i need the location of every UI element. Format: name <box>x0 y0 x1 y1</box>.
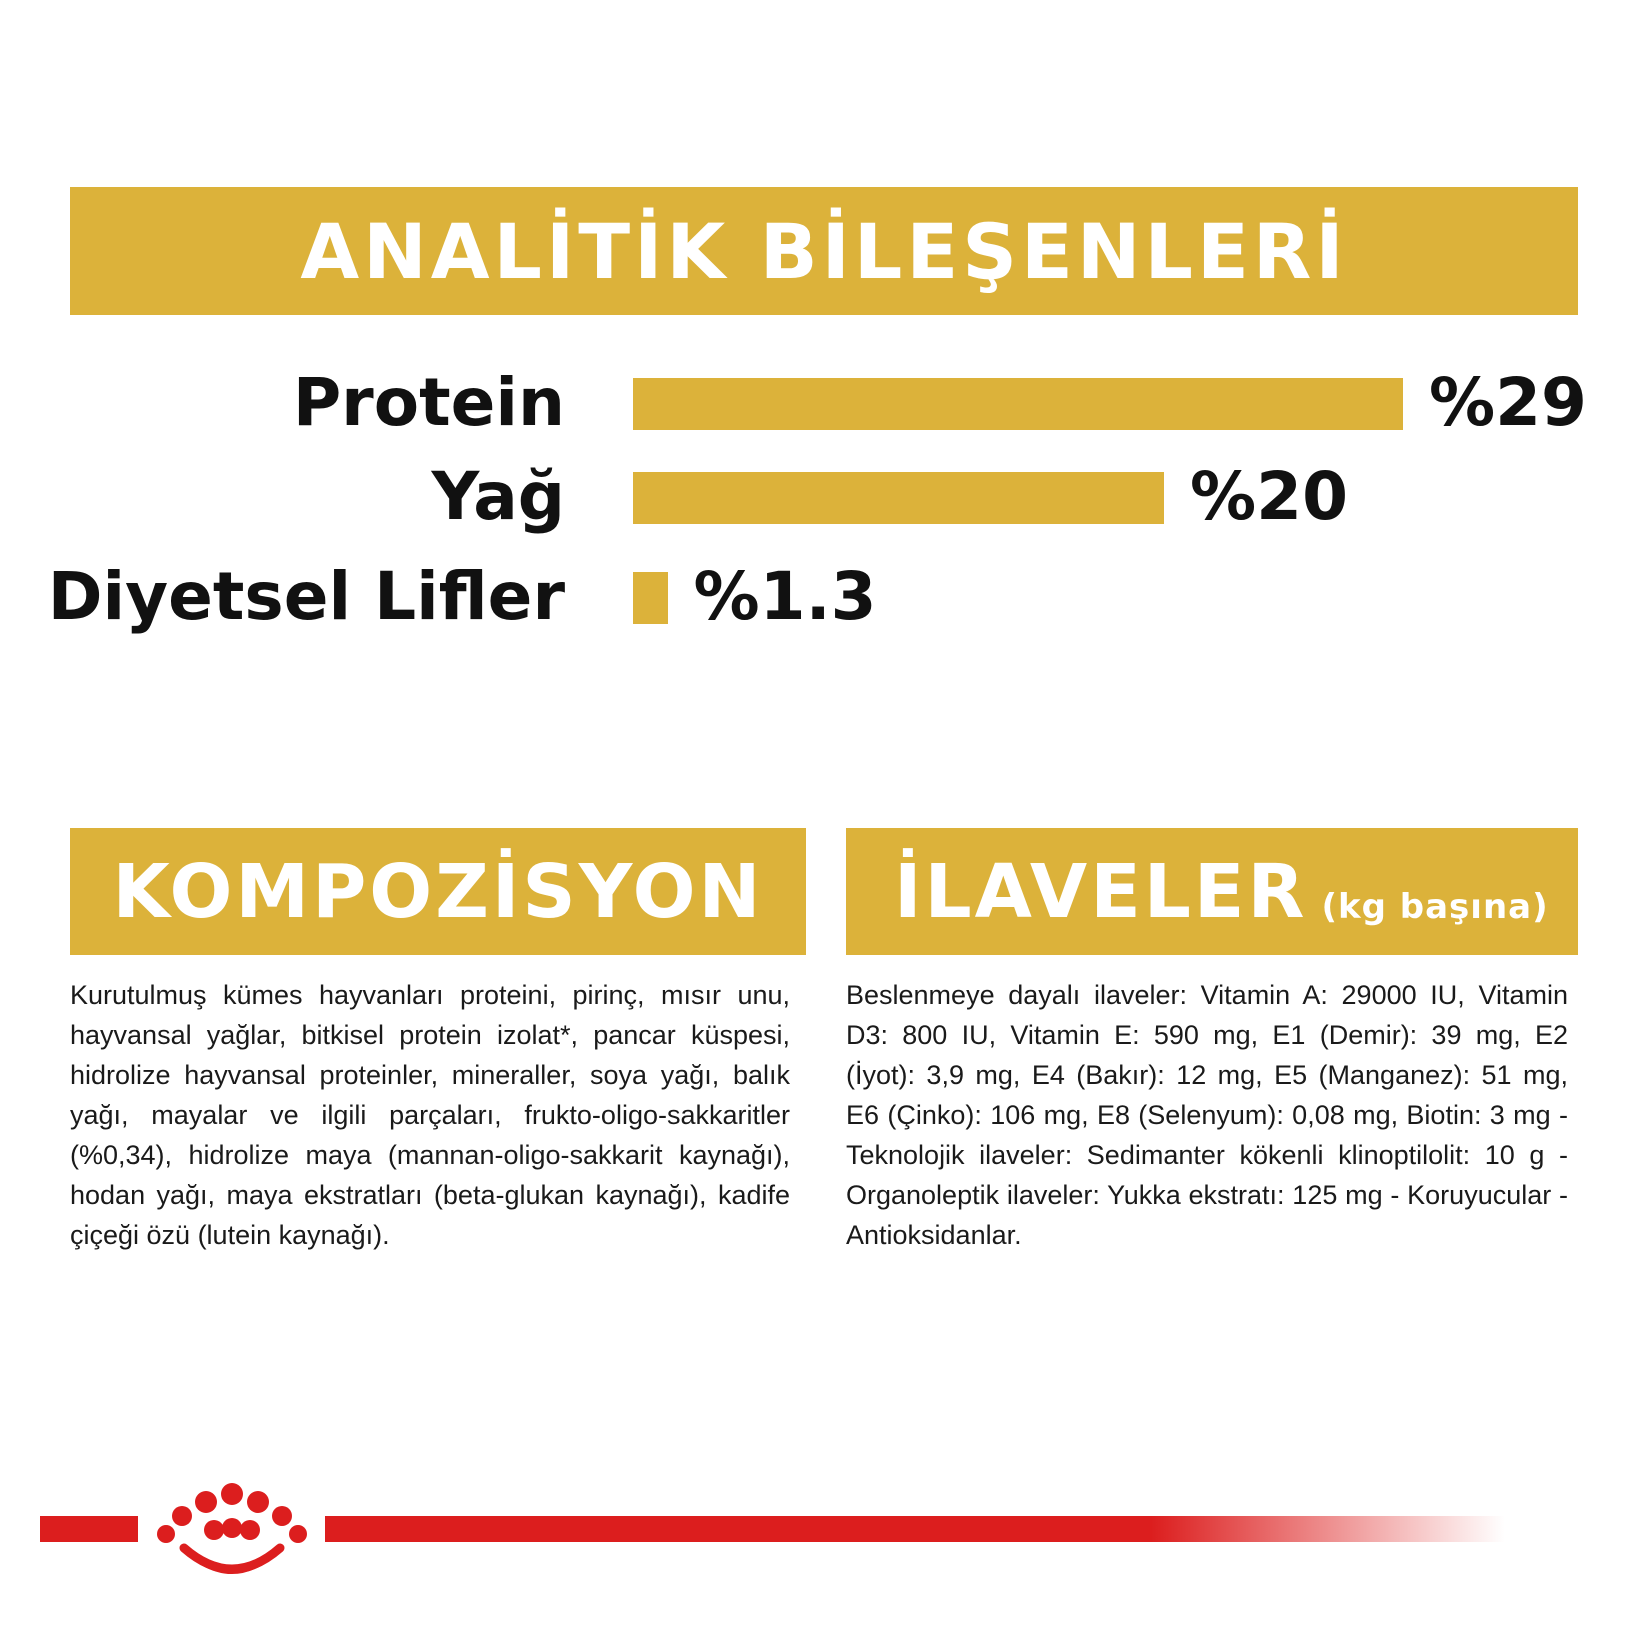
nutrient-bar <box>633 472 1164 524</box>
ilaveler-title: İLAVELER <box>894 848 1308 935</box>
nutrient-value: %29 <box>1429 364 1587 441</box>
nutrient-bar <box>633 378 1403 430</box>
nutrient-row-yag <box>0 452 1650 542</box>
ilaveler-text: Beslenmeye dayalı ilaveler: Vitamin A: 29000 IU, Vitamin D3: 800 IU, Vitamin E: 590 mg, E1 (Demir): 39 mg, E2 (İyot): 3,9 mg, E4 (Bakır): 12 mg, E5 (Manganez): 51 mg, E6 (Çinko): 106 mg, E8 (Selenyum): 0,08 mg, Biotin: 3 mg - Teknolojik ilaveler: Sedimanter kökenli klinoptilolit: 10 g - Organoleptik ilaveler: Yukka ekstratı: 125 mg - Koruyucular - Antioksidanlar. <box>846 980 1568 1250</box>
nutrient-bar <box>633 572 668 624</box>
nutrient-label: Yağ <box>431 458 565 535</box>
kompozisyon-text: Kurutulmuş kümes hayvanları proteini, pirinç, mısır unu, hayvansal yağlar, bitkisel protein izolat*, pancar küspesi, hidrolize hayvansal proteinler, mineraller, soya yağı, balık yağı, mayalar ve ilgili parçaları, frukto-oligo-sakkaritler (%0,34), hidrolize maya (mannan-oligo-sakkarit kaynağı), hodan yağı, maya ekstratları (beta-glukan kaynağı), kadife çiçeği özü (lutein kaynağı). <box>70 980 790 1250</box>
ilaveler-unit: (kg başına) <box>1321 886 1549 927</box>
kompozisyon-banner <box>70 828 806 955</box>
ilaveler-banner <box>846 828 1578 955</box>
royal-canin-crown-icon <box>150 1480 315 1590</box>
brand-line-right <box>325 1516 1505 1542</box>
nutrient-label: Protein <box>292 364 565 441</box>
nutrient-row-diyetsel-lifler <box>0 552 1650 642</box>
nutrient-value: %20 <box>1190 458 1349 535</box>
nutrient-label: Diyetsel Lifler <box>47 558 565 635</box>
nutrient-row-protein <box>0 358 1650 448</box>
brand-line-left <box>40 1516 138 1542</box>
kompozisyon-title: KOMPOZİSYON <box>112 848 764 935</box>
analitik-title: ANALİTİK BİLEŞENLERİ <box>300 206 1348 296</box>
analitik-bilesenleri-banner <box>70 187 1578 315</box>
nutrient-value: %1.3 <box>693 558 877 635</box>
